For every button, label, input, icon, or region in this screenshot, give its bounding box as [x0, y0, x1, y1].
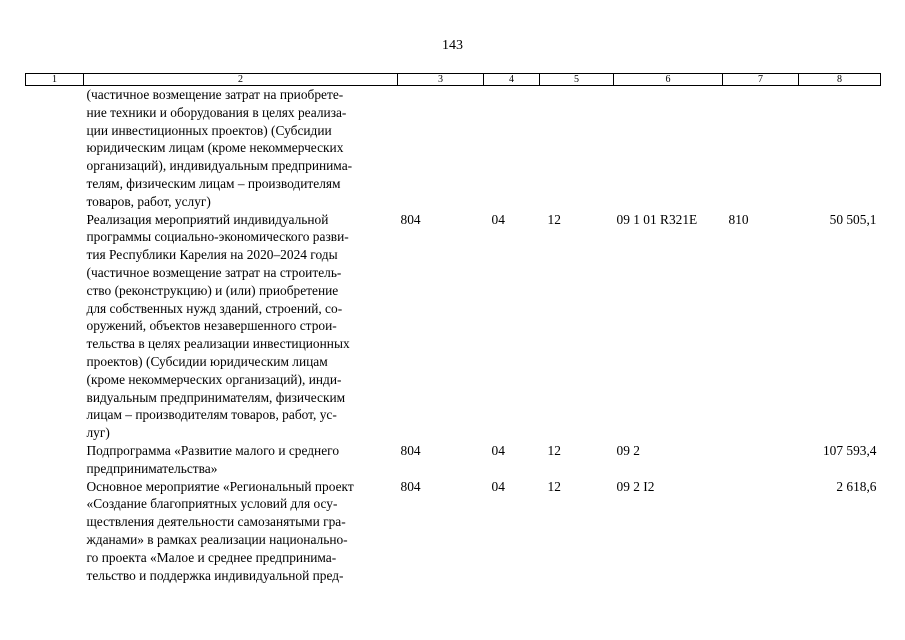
cell-col1 [26, 86, 84, 211]
table-header [26, 74, 881, 86]
table-row [26, 86, 881, 211]
cell-description: Реализация мероприятий индивидуальной программы социально-экономического разви- тия Республики Карелия на 2020–2024 годы (частичное возмещение затрат на строитель- ство (реконструкцию) и (или) приобретение для собственных нужд зданий, строений, со- оружений, объектов незавершенного строи- тельства в целях реализации инвестиционных проектов) (Субсидии юридическим лицам (кроме некоммерческих организаций), инди- видуальным предпринимателям, физическим лицам – производителям товаров, работ, ус- луг) [86, 211, 350, 441]
cell-sum: 2 618,6 [836, 478, 877, 494]
cell-csr [614, 86, 723, 211]
header-col-4: 4 [484, 74, 540, 86]
header-col-2: 2 [84, 74, 398, 86]
cell-vr [723, 442, 799, 478]
cell-pr: 12 [547, 442, 561, 458]
header-col-6: 6 [614, 74, 723, 86]
cell-rz [484, 86, 540, 211]
header-col-8: 8 [799, 74, 881, 86]
cell-vr [723, 86, 799, 211]
header-col-1: 1 [26, 74, 84, 86]
cell-csr: 09 2 [616, 442, 640, 458]
cell-pr: 12 [547, 478, 561, 494]
cell-description: Основное мероприятие «Региональный проект «Создание благоприятных условий для осу- ществления деятельности самозанятыми гра- жданами» в рамках реализации национально- го проекта «Малое и среднее предпринима- тельство и поддержка индивидуальной пред- [86, 478, 354, 583]
cell-col1 [26, 211, 84, 442]
cell-sum: 50 505,1 [829, 211, 877, 227]
cell-col1 [26, 478, 84, 585]
budget-table [25, 73, 881, 584]
table-row [26, 211, 881, 442]
cell-rz: 04 [491, 442, 505, 458]
cell-description: Подпрограмма «Развитие малого и среднего предпринимательства» [86, 442, 340, 476]
cell-rz: 04 [491, 211, 505, 227]
table-row [26, 478, 881, 585]
cell-sum: 107 593,4 [822, 442, 877, 458]
cell-ved: 804 [400, 211, 421, 227]
header-col-7: 7 [723, 74, 799, 86]
page-number: 143 [442, 38, 463, 53]
header-col-3: 3 [398, 74, 484, 86]
table-row [26, 442, 881, 478]
cell-csr: 09 1 01 R321E [616, 211, 698, 227]
header-row [26, 74, 881, 86]
cell-csr: 09 2 I2 [616, 478, 655, 494]
table-body [26, 86, 881, 585]
cell-pr [540, 86, 614, 211]
cell-description: (частичное возмещение затрат на приобрете- ние техники и оборудования в целях реализа- ции инвестиционных проектов) (Субсидии юридическим лицам (кроме некоммерческих организаций), индивидуальным предпринима- телям, физическим лицам – производителям товаров, работ, услуг) [86, 87, 353, 209]
cell-pr: 12 [547, 211, 561, 227]
cell-vr [723, 478, 799, 585]
cell-ved: 804 [400, 442, 421, 458]
cell-ved [398, 86, 484, 211]
cell-vr: 810 [728, 211, 749, 227]
cell-sum [799, 86, 881, 211]
header-col-5: 5 [540, 74, 614, 86]
cell-rz: 04 [491, 478, 505, 494]
cell-col1 [26, 442, 84, 478]
cell-ved: 804 [400, 478, 421, 494]
